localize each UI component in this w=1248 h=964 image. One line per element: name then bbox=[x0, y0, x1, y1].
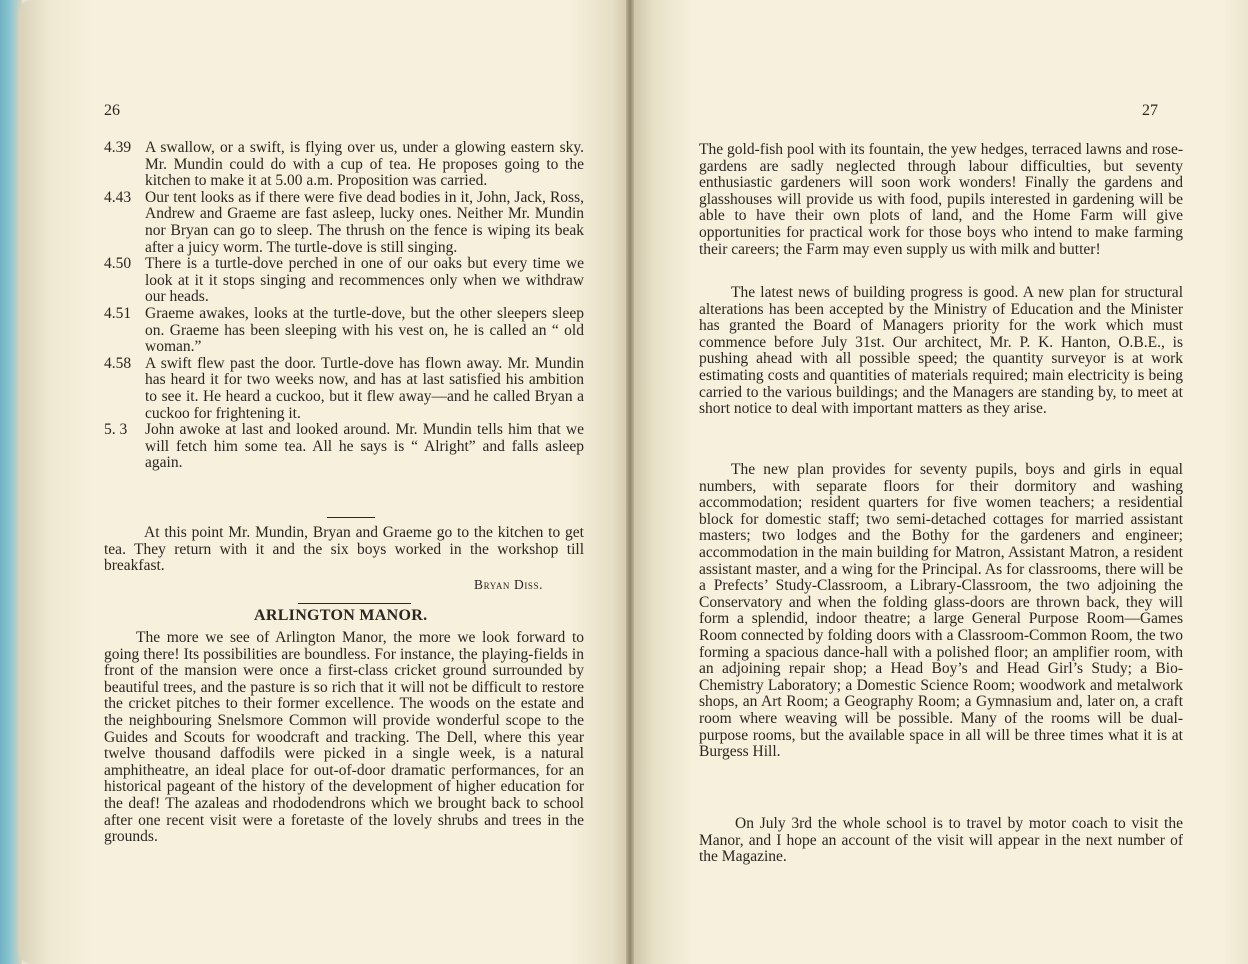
entry-time: 5. 3 bbox=[104, 421, 128, 439]
body-paragraph: The new plan provides for seventy pupils, boys and girls in equal numbers, with separate floors for their dormitory and washing accommodation; resident quarters for five women teachers; a residential block for domestic staff; two semi-detached cottages for married assistant masters; two lodges and the Bothy for the gardeners and engineer; accommodation in the main building for Matron, Assistant Matron, a resident assistant master, and a wing for the Principal. As for classrooms, there will be a Prefects’ Study-Classroom, a Library-Classroom, the two adjoining the Conservatory and when the folding glass-doors are thrown back, they will form a splendid, indoor theatre; a large General Purpose Room—Games Room connected by folding doors with a Classroom-Common Room, the two forming a spacious dance-hall with a polished floor; an amplifier room, with an adjoining repair shop; a Head Boy’s and Head Girl’s Study; a Bio-Chemistry Laboratory; a Domestic Science Room; woodwork and metalwork shops, an Art Room; a Geography Room; a Gymnasium and, later on, a craft room where weaving will be possible. Many of the rooms will be dual-purpose rooms, but the available space in all will be three times what it is at Burgess Hill. bbox=[699, 461, 1183, 761]
body-paragraph: The latest news of building progress is good. A new plan for structural alterations has been accepted by the Ministry of Education and the Minister has granted the Board of Managers priority for the work which must commence before July 31st. Our architect, Mr. P. K. Hanton, O.B.E., is pushing ahead with all possible speed; the quantity surveyor is at work estimating costs and quantities of materials required; main electricity is being carried to the various buildings; and the Managers are standing by, to meet at short notice to deal with important matters as they arise. bbox=[699, 284, 1183, 418]
page-number-left: 26 bbox=[104, 102, 120, 119]
page-number-right: 27 bbox=[1142, 102, 1158, 119]
diary-entry bbox=[104, 140, 584, 190]
entry-time: 4.43 bbox=[104, 188, 132, 206]
entry-text: A swift flew past the door. Turtle-dove has flown away. Mr. Mundin has heard it for two weeks now, and has at last satisfied his ambition to see it. He heard a cuckoo, but it flew away—and he called Bryan a cuckoo for frightening it. bbox=[145, 354, 584, 422]
closing-paragraph: At this point Mr. Mundin, Bryan and Graeme go to the kitchen to get tea. They return with it and the six boys worked in the workshop till breakfast. bbox=[104, 524, 584, 575]
section-heading: ARLINGTON MANOR. bbox=[254, 607, 428, 624]
diary-entry bbox=[104, 422, 584, 472]
diary-entry bbox=[104, 356, 584, 422]
section-paragraph: The more we see of Arlington Manor, the more we look forward to going there! Its possibilities are boundless. For instance, the playing-fields in front of the mansion were once a first-class cricket ground surrounded by beautiful trees, and the pasture is so rich that it will not be difficult to restore the cricket pitches to their former excellence. The woods on the estate and the neighbouring Snelsmore Common will provide wonderful scope to the Guides and Scouts for woodcraft and tracking. The Dell, where this year twelve thousand daffodils were picked in a single week, is a natural amphitheatre, an ideal place for out-of-door dramatic performances, for an historical pageant of the history of the development of higher education for the deaf! The azaleas and rhododendrons which we brought back to school after one recent visit were a foretaste of the lovely shrubs and trees in the grounds. bbox=[104, 629, 584, 846]
divider-short bbox=[327, 517, 375, 518]
entry-text: John awoke at last and looked around. Mr. Mundin tells him that we will fetch him some tea. All he says is “ Alright” and falls asleep again. bbox=[145, 421, 584, 472]
entry-text: Our tent looks as if there were five dead bodies in it, John, Jack, Ross, Andrew and Graeme are fast asleep, lucky ones. Neither Mr. Mundin nor Bryan can go to sleep. The thrush on the fence is wiping its beak after a juicy worm. The turtle-dove is still singing. bbox=[145, 188, 584, 256]
entry-text: Graeme awakes, looks at the turtle-dove, but the other sleepers sleep on. Graeme has been sleeping with his vest on, he is called an “ old woman.” bbox=[145, 304, 584, 356]
body-paragraph: On July 3rd the whole school is to travel by motor coach to visit the Manor, and I hope an account of the visit will appear in the next number of the Magazine. bbox=[699, 815, 1183, 866]
diary-entries bbox=[104, 140, 584, 472]
diary-entry bbox=[104, 306, 584, 356]
entry-text: There is a turtle-dove perched in one of our oaks but every time we look at it it stops singing and recommences only when we withdraw our heads. bbox=[145, 255, 584, 306]
body-paragraph: The gold-fish pool with its fountain, the yew hedges, terraced lawns and rose-gardens are sadly neglected through labour difficulties, but seventy enthusiastic gardeners will soon work wonders! Finally the gardens and glasshouses will provide us with food, pupils interested in gardening will be able to have their own plots of land, and the Home Farm will give opportunities for practical work for those boys who intend to make farming their careers; the Farm may even supply us with milk and butter! bbox=[699, 141, 1183, 258]
diary-entry bbox=[104, 256, 584, 306]
author-signature: Bryan Diss. bbox=[474, 577, 544, 592]
entry-text: A swallow, or a swift, is flying over us, under a glowing eastern sky. Mr. Mundin could do with a cup of tea. He proposes going to the kitchen to make it at 5.00 a.m. Proposition was carried. bbox=[145, 139, 584, 190]
entry-time: 4.50 bbox=[104, 255, 132, 273]
entry-time: 4.51 bbox=[104, 304, 132, 322]
diary-entry bbox=[104, 190, 584, 256]
divider-long bbox=[298, 603, 411, 604]
entry-time: 4.39 bbox=[104, 139, 132, 156]
entry-time: 4.58 bbox=[104, 354, 132, 372]
book-gutter bbox=[626, 0, 634, 964]
